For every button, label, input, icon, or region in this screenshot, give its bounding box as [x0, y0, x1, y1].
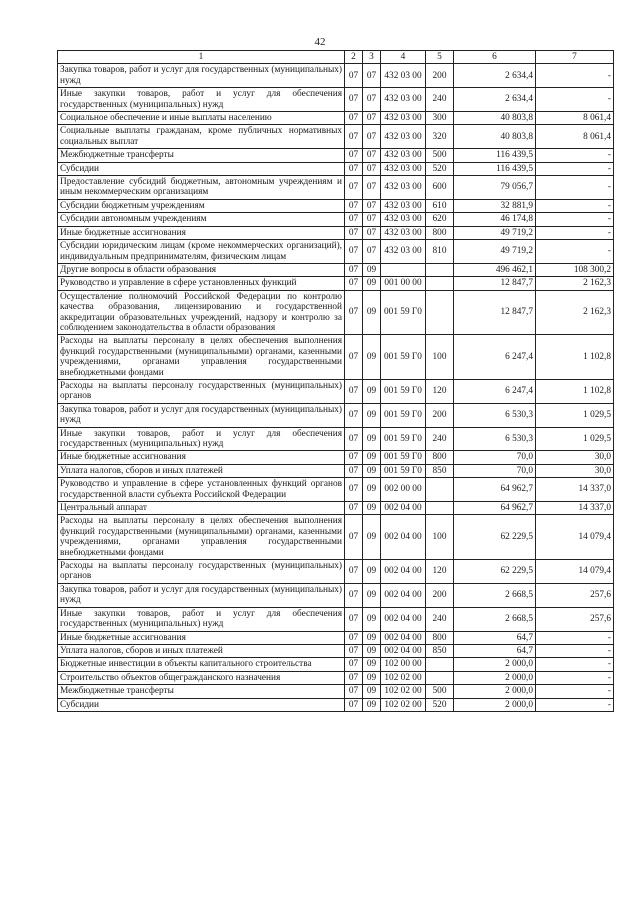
cell-col-5: 240	[426, 88, 454, 112]
cell-name: Центральный аппарат	[58, 502, 345, 515]
cell-name: Иные закупки товаров, работ и услуг для обеспечения государственных (муниципальных) нужд	[58, 607, 345, 631]
header-col-5: 5	[426, 51, 454, 64]
cell-col-3: 09	[363, 478, 381, 502]
cell-col-6: 70,0	[454, 451, 536, 464]
cell-col-6: 2 000,0	[454, 698, 536, 711]
cell-col-3: 07	[363, 88, 381, 112]
cell-col-3: 09	[363, 698, 381, 711]
cell-col-4: 001 59 Г0	[381, 290, 426, 335]
cell-col-6: 12 847,7	[454, 290, 536, 335]
cell-col-3: 09	[363, 464, 381, 477]
cell-col-6: 64 962,7	[454, 478, 536, 502]
cell-col-4: 102 02 00	[381, 685, 426, 698]
cell-name: Расходы на выплаты персоналу государственных (муниципальных) органов	[58, 560, 345, 584]
cell-col-6: 2 000,0	[454, 685, 536, 698]
cell-col-6: 32 881,9	[454, 199, 536, 212]
table-row	[58, 176, 614, 200]
cell-col-4: 001 59 Г0	[381, 427, 426, 451]
cell-col-7: 8 061,4	[536, 125, 614, 149]
cell-name: Уплата налогов, сборов и иных платежей	[58, 644, 345, 657]
cell-col-5	[426, 502, 454, 515]
cell-col-4: 102 00 00	[381, 658, 426, 671]
cell-col-2: 07	[345, 583, 363, 607]
cell-col-3: 09	[363, 427, 381, 451]
cell-col-3: 09	[363, 277, 381, 290]
cell-col-7: 14 079,4	[536, 560, 614, 584]
cell-col-5: 500	[426, 149, 454, 162]
cell-col-3: 09	[363, 671, 381, 684]
cell-name: Иные бюджетные ассигнования	[58, 451, 345, 464]
cell-col-3: 09	[363, 607, 381, 631]
cell-col-6: 2 668,5	[454, 583, 536, 607]
cell-col-4	[381, 263, 426, 276]
cell-name: Иные закупки товаров, работ и услуг для обеспечения государственных (муниципальных) нужд	[58, 88, 345, 112]
cell-col-2: 07	[345, 478, 363, 502]
table-row	[58, 658, 614, 671]
cell-col-2: 07	[345, 290, 363, 335]
cell-col-2: 07	[345, 607, 363, 631]
cell-name: Субсидии	[58, 162, 345, 175]
cell-col-4: 002 04 00	[381, 502, 426, 515]
cell-col-6: 49 719,2	[454, 226, 536, 239]
cell-col-4: 432 03 00	[381, 125, 426, 149]
cell-col-6: 6 247,4	[454, 335, 536, 380]
cell-col-4: 102 02 00	[381, 698, 426, 711]
cell-col-5	[426, 277, 454, 290]
cell-col-4: 432 03 00	[381, 213, 426, 226]
cell-col-7: -	[536, 226, 614, 239]
cell-col-5	[426, 263, 454, 276]
cell-col-5: 100	[426, 515, 454, 560]
cell-col-7: 257,6	[536, 607, 614, 631]
cell-col-2: 07	[345, 149, 363, 162]
cell-col-2: 07	[345, 560, 363, 584]
cell-col-3: 09	[363, 685, 381, 698]
table-row	[58, 464, 614, 477]
cell-col-6: 2 634,4	[454, 64, 536, 88]
cell-col-4: 002 04 00	[381, 607, 426, 631]
cell-col-7: -	[536, 176, 614, 200]
cell-col-3: 09	[363, 515, 381, 560]
cell-name: Межбюджетные трансферты	[58, 149, 345, 162]
cell-col-6: 2 000,0	[454, 658, 536, 671]
table-row	[58, 112, 614, 125]
cell-col-5: 850	[426, 464, 454, 477]
table-row	[58, 335, 614, 380]
cell-col-7: 30,0	[536, 451, 614, 464]
table-row	[58, 263, 614, 276]
cell-col-5	[426, 290, 454, 335]
cell-col-5: 800	[426, 451, 454, 464]
cell-col-5: 200	[426, 583, 454, 607]
table-row	[58, 583, 614, 607]
cell-col-3: 09	[363, 502, 381, 515]
cell-col-2: 07	[345, 125, 363, 149]
cell-col-4: 432 03 00	[381, 240, 426, 264]
cell-col-4: 432 03 00	[381, 162, 426, 175]
cell-col-7: -	[536, 64, 614, 88]
cell-name: Иные бюджетные ассигнования	[58, 631, 345, 644]
cell-col-6: 40 803,8	[454, 112, 536, 125]
table-row	[58, 644, 614, 657]
cell-col-4: 432 03 00	[381, 88, 426, 112]
cell-col-7: -	[536, 213, 614, 226]
cell-name: Субсидии бюджетным учреждениям	[58, 199, 345, 212]
cell-name: Строительство объектов общегражданского назначения	[58, 671, 345, 684]
cell-col-3: 07	[363, 149, 381, 162]
cell-col-5: 240	[426, 427, 454, 451]
cell-col-7: 2 162,3	[536, 290, 614, 335]
cell-col-7: 1 029,5	[536, 403, 614, 427]
cell-col-5	[426, 478, 454, 502]
cell-col-4: 432 03 00	[381, 64, 426, 88]
cell-name: Иные закупки товаров, работ и услуг для обеспечения государственных (муниципальных) нужд	[58, 427, 345, 451]
cell-col-6: 64,7	[454, 631, 536, 644]
cell-col-4: 001 59 Г0	[381, 451, 426, 464]
cell-col-2: 07	[345, 112, 363, 125]
cell-col-3: 09	[363, 631, 381, 644]
table-row	[58, 607, 614, 631]
cell-col-2: 07	[345, 631, 363, 644]
table-row	[58, 451, 614, 464]
cell-col-2: 07	[345, 502, 363, 515]
cell-col-7: -	[536, 658, 614, 671]
cell-col-5: 200	[426, 64, 454, 88]
table-row	[58, 125, 614, 149]
cell-col-4: 432 03 00	[381, 199, 426, 212]
cell-name: Руководство и управление в сфере установленных функций	[58, 277, 345, 290]
header-col-7: 7	[536, 51, 614, 64]
cell-col-2: 07	[345, 451, 363, 464]
cell-col-7: 2 162,3	[536, 277, 614, 290]
cell-col-2: 07	[345, 199, 363, 212]
cell-col-5: 520	[426, 162, 454, 175]
cell-col-3: 07	[363, 162, 381, 175]
table-row	[58, 478, 614, 502]
cell-col-7: -	[536, 671, 614, 684]
cell-col-5: 500	[426, 685, 454, 698]
cell-name: Расходы на выплаты персоналу в целях обеспечения выполнения функций государственными (муниципальными) органами, казенными учреждениями, органами управления государственными внебюджетными фондами	[58, 515, 345, 560]
cell-col-2: 07	[345, 427, 363, 451]
header-col-2: 2	[345, 51, 363, 64]
cell-col-7: -	[536, 698, 614, 711]
cell-col-6: 2 634,4	[454, 88, 536, 112]
cell-col-5: 800	[426, 631, 454, 644]
cell-col-2: 07	[345, 88, 363, 112]
cell-col-4: 001 59 Г0	[381, 379, 426, 403]
cell-col-2: 07	[345, 226, 363, 239]
cell-col-6: 62 229,5	[454, 560, 536, 584]
cell-col-5: 120	[426, 379, 454, 403]
cell-col-3: 09	[363, 644, 381, 657]
cell-col-2: 07	[345, 176, 363, 200]
table-row	[58, 199, 614, 212]
cell-name: Субсидии юридическим лицам (кроме некоммерческих организаций), индивидуальным предпринимателям, физическим лицам	[58, 240, 345, 264]
cell-col-4: 432 03 00	[381, 176, 426, 200]
cell-col-3: 09	[363, 583, 381, 607]
cell-col-7: 14 337,0	[536, 502, 614, 515]
table-row	[58, 403, 614, 427]
cell-col-3: 09	[363, 403, 381, 427]
cell-col-6: 116 439,5	[454, 149, 536, 162]
cell-col-3: 07	[363, 64, 381, 88]
cell-col-5: 240	[426, 607, 454, 631]
table-row	[58, 502, 614, 515]
table-row	[58, 88, 614, 112]
cell-col-2: 07	[345, 277, 363, 290]
cell-col-2: 07	[345, 379, 363, 403]
cell-col-4: 001 59 Г0	[381, 403, 426, 427]
cell-name: Другие вопросы в области образования	[58, 263, 345, 276]
cell-col-2: 07	[345, 685, 363, 698]
cell-col-3: 09	[363, 658, 381, 671]
cell-col-2: 07	[345, 213, 363, 226]
cell-name: Закупка товаров, работ и услуг для государственных (муниципальных) нужд	[58, 403, 345, 427]
budget-table	[57, 50, 614, 712]
cell-col-6: 46 174,8	[454, 213, 536, 226]
cell-col-6: 6 247,4	[454, 379, 536, 403]
cell-name: Субсидии автономным учреждениям	[58, 213, 345, 226]
cell-col-7: 1 102,8	[536, 335, 614, 380]
table-body	[58, 64, 614, 712]
cell-col-6: 2 000,0	[454, 671, 536, 684]
cell-col-4: 002 00 00	[381, 478, 426, 502]
header-col-6: 6	[454, 51, 536, 64]
cell-col-6: 12 847,7	[454, 277, 536, 290]
cell-col-3: 09	[363, 335, 381, 380]
cell-name: Осуществление полномочий Российской Федерации по контролю качества образования, лицензированию и государственной аккредитации образовательных учреждений, надзору и контролю за соблюдением законодательства в области образования	[58, 290, 345, 335]
cell-col-5: 520	[426, 698, 454, 711]
cell-col-4: 432 03 00	[381, 149, 426, 162]
cell-col-7: 1 029,5	[536, 427, 614, 451]
cell-col-4: 002 04 00	[381, 644, 426, 657]
table-row	[58, 379, 614, 403]
cell-col-2: 07	[345, 64, 363, 88]
table-row	[58, 631, 614, 644]
cell-col-4: 102 02 00	[381, 671, 426, 684]
cell-col-2: 07	[345, 464, 363, 477]
cell-col-7: -	[536, 88, 614, 112]
cell-name: Бюджетные инвестиции в объекты капитального строительства	[58, 658, 345, 671]
table-row	[58, 162, 614, 175]
cell-col-4: 002 04 00	[381, 515, 426, 560]
cell-col-7: 30,0	[536, 464, 614, 477]
cell-col-5: 620	[426, 213, 454, 226]
cell-col-4: 002 04 00	[381, 583, 426, 607]
cell-col-4: 001 59 Г0	[381, 464, 426, 477]
cell-col-5	[426, 671, 454, 684]
cell-col-6: 2 668,5	[454, 607, 536, 631]
cell-col-4: 002 04 00	[381, 631, 426, 644]
cell-col-3: 09	[363, 451, 381, 464]
table-row	[58, 240, 614, 264]
cell-col-5: 600	[426, 176, 454, 200]
cell-col-7: -	[536, 240, 614, 264]
table-header	[58, 51, 614, 64]
cell-col-7: -	[536, 162, 614, 175]
cell-col-5: 810	[426, 240, 454, 264]
cell-col-3: 07	[363, 226, 381, 239]
cell-col-6: 6 530,3	[454, 403, 536, 427]
cell-col-7: -	[536, 644, 614, 657]
cell-col-7: -	[536, 685, 614, 698]
cell-col-5: 610	[426, 199, 454, 212]
cell-col-7: 14 337,0	[536, 478, 614, 502]
cell-col-4: 432 03 00	[381, 226, 426, 239]
cell-name: Уплата налогов, сборов и иных платежей	[58, 464, 345, 477]
table-row	[58, 213, 614, 226]
cell-col-6: 64 962,7	[454, 502, 536, 515]
cell-col-6: 496 462,1	[454, 263, 536, 276]
cell-col-3: 07	[363, 199, 381, 212]
cell-name: Расходы на выплаты персоналу в целях обеспечения выполнения функций государственными (муниципальными) органами, казенными учреждениями, органами управления государственными внебюджетными фондами	[58, 335, 345, 380]
cell-col-5: 200	[426, 403, 454, 427]
cell-name: Межбюджетные трансферты	[58, 685, 345, 698]
cell-col-2: 07	[345, 263, 363, 276]
cell-col-3: 07	[363, 213, 381, 226]
header-col-1: 1	[58, 51, 345, 64]
cell-col-7: -	[536, 199, 614, 212]
cell-name: Иные бюджетные ассигнования	[58, 226, 345, 239]
cell-col-6: 70,0	[454, 464, 536, 477]
cell-col-5: 100	[426, 335, 454, 380]
cell-col-7: 8 061,4	[536, 112, 614, 125]
cell-col-6: 79 056,7	[454, 176, 536, 200]
cell-col-7: -	[536, 149, 614, 162]
cell-col-5: 850	[426, 644, 454, 657]
cell-col-6: 62 229,5	[454, 515, 536, 560]
cell-name: Предоставление субсидий бюджетным, автономным учреждениям и иным некоммерческим организациям	[58, 176, 345, 200]
table-row	[58, 277, 614, 290]
table-row	[58, 64, 614, 88]
page-number: 42	[314, 36, 326, 48]
cell-name: Субсидии	[58, 698, 345, 711]
cell-col-5	[426, 658, 454, 671]
cell-col-3: 09	[363, 560, 381, 584]
table-row	[58, 560, 614, 584]
cell-name: Руководство и управление в сфере установленных функций органов государственной власти субъекта Российской Федерации	[58, 478, 345, 502]
cell-name: Расходы на выплаты персоналу государственных (муниципальных) органов	[58, 379, 345, 403]
cell-col-2: 07	[345, 515, 363, 560]
table-row	[58, 290, 614, 335]
cell-col-3: 07	[363, 176, 381, 200]
cell-col-3: 07	[363, 112, 381, 125]
cell-name: Социальное обеспечение и иные выплаты населению	[58, 112, 345, 125]
table-row	[58, 427, 614, 451]
cell-name: Закупка товаров, работ и услуг для государственных (муниципальных) нужд	[58, 583, 345, 607]
cell-col-2: 07	[345, 240, 363, 264]
cell-col-3: 09	[363, 263, 381, 276]
cell-col-4: 001 00 00	[381, 277, 426, 290]
cell-col-2: 07	[345, 658, 363, 671]
cell-col-5: 800	[426, 226, 454, 239]
table-row	[58, 226, 614, 239]
cell-col-2: 07	[345, 335, 363, 380]
header-col-4: 4	[381, 51, 426, 64]
cell-col-2: 07	[345, 698, 363, 711]
header-row	[58, 51, 614, 64]
cell-col-6: 6 530,3	[454, 427, 536, 451]
cell-col-6: 40 803,8	[454, 125, 536, 149]
cell-col-3: 07	[363, 125, 381, 149]
table-row	[58, 685, 614, 698]
cell-col-4: 432 03 00	[381, 112, 426, 125]
cell-col-5: 120	[426, 560, 454, 584]
cell-col-7: 14 079,4	[536, 515, 614, 560]
cell-col-6: 64,7	[454, 644, 536, 657]
header-col-3: 3	[363, 51, 381, 64]
cell-col-5: 300	[426, 112, 454, 125]
cell-col-7: 257,6	[536, 583, 614, 607]
cell-col-3: 09	[363, 379, 381, 403]
cell-col-2: 07	[345, 162, 363, 175]
cell-col-3: 09	[363, 290, 381, 335]
cell-col-2: 07	[345, 403, 363, 427]
table-row	[58, 671, 614, 684]
cell-col-2: 07	[345, 644, 363, 657]
cell-name: Социальные выплаты гражданам, кроме публичных нормативных социальных выплат	[58, 125, 345, 149]
cell-col-3: 07	[363, 240, 381, 264]
cell-col-7: -	[536, 631, 614, 644]
cell-col-6: 116 439,5	[454, 162, 536, 175]
cell-col-5: 320	[426, 125, 454, 149]
table-row	[58, 515, 614, 560]
cell-col-4: 001 59 Г0	[381, 335, 426, 380]
cell-col-6: 49 719,2	[454, 240, 536, 264]
cell-col-7: 108 300,2	[536, 263, 614, 276]
table-row	[58, 698, 614, 711]
cell-name: Закупка товаров, работ и услуг для государственных (муниципальных) нужд	[58, 64, 345, 88]
table-row	[58, 149, 614, 162]
cell-col-2: 07	[345, 671, 363, 684]
cell-col-7: 1 102,8	[536, 379, 614, 403]
cell-col-4: 002 04 00	[381, 560, 426, 584]
